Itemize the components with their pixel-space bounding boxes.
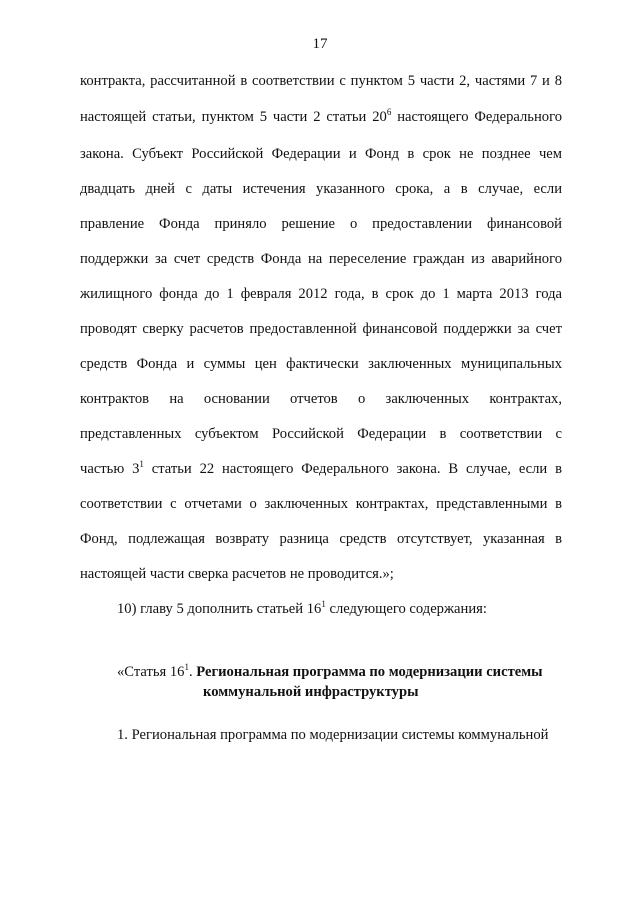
article-title-line-2: коммунальной инфраструктуры xyxy=(203,684,419,700)
text-line-10: контрактов на основании отчетов о заключенных контрактах, xyxy=(80,391,562,407)
text-line-12 xyxy=(80,460,562,478)
text-line-2 xyxy=(80,108,562,126)
text-line-12-part-2: статьи 22 настоящего Федерального закона. В случае, если в xyxy=(143,461,562,477)
amendment-item-10 xyxy=(117,600,487,618)
amendment-item-10-part-2: следующего содержания: xyxy=(325,601,487,617)
page-number: 17 xyxy=(312,36,328,52)
text-line-7: жилищного фонда до 1 февраля 2012 года, в срок до 1 марта 2013 года xyxy=(80,286,562,302)
text-line-8: проводят сверку расчетов предоставленной финансовой поддержки за счет xyxy=(80,321,562,337)
article-dot: . xyxy=(188,664,193,680)
text-line-2-part-2: настоящего Федерального xyxy=(391,109,562,125)
superscript-1: 1 xyxy=(139,459,144,469)
text-line-3: закона. Субъект Российской Федерации и Фонд в срок не позднее чем xyxy=(80,146,562,162)
text-line-5: правление Фонда приняло решение о предоставлении финансовой xyxy=(80,216,562,232)
article-heading xyxy=(117,663,543,681)
text-line-12-part-1: частью 3 xyxy=(80,461,140,477)
text-line-4: двадцать дней с даты истечения указанного срока, а в случае, если xyxy=(80,181,562,197)
text-line-6: поддержки за счет средств Фонда на переселение граждан из аварийного xyxy=(80,251,562,267)
text-line-11: представленных субъектом Российской Федерации в соответствии с xyxy=(80,426,562,442)
article-title-line-1: Региональная программа по модернизации системы xyxy=(192,664,543,680)
superscript-6: 6 xyxy=(386,107,392,117)
text-line-14: Фонд, подлежащая возврату разница средств отсутствует, указанная в xyxy=(80,531,562,547)
article-superscript: 1 xyxy=(184,662,189,672)
superscript-1-item: 1 xyxy=(321,599,326,609)
text-line-2-part-1: настоящей статьи, пунктом 5 части 2 статьи 20 xyxy=(80,109,387,125)
text-line-9: средств Фонда и суммы цен фактически заключенных муниципальных xyxy=(80,356,562,372)
section-1-text: 1. Региональная программа по модернизации системы коммунальной xyxy=(117,727,549,743)
text-line-13: соответствии с отчетами о заключенных контрактах, представленными в xyxy=(80,496,562,512)
article-prefix: «Статья 16 xyxy=(117,664,185,680)
text-line-15: настоящей части сверка расчетов не проводится.»; xyxy=(80,566,394,582)
text-line-1: контракта, рассчитанной в соответствии с пунктом 5 части 2, частями 7 и 8 xyxy=(80,73,562,89)
amendment-item-10-part-1: 10) главу 5 дополнить статьей 16 xyxy=(117,601,322,617)
